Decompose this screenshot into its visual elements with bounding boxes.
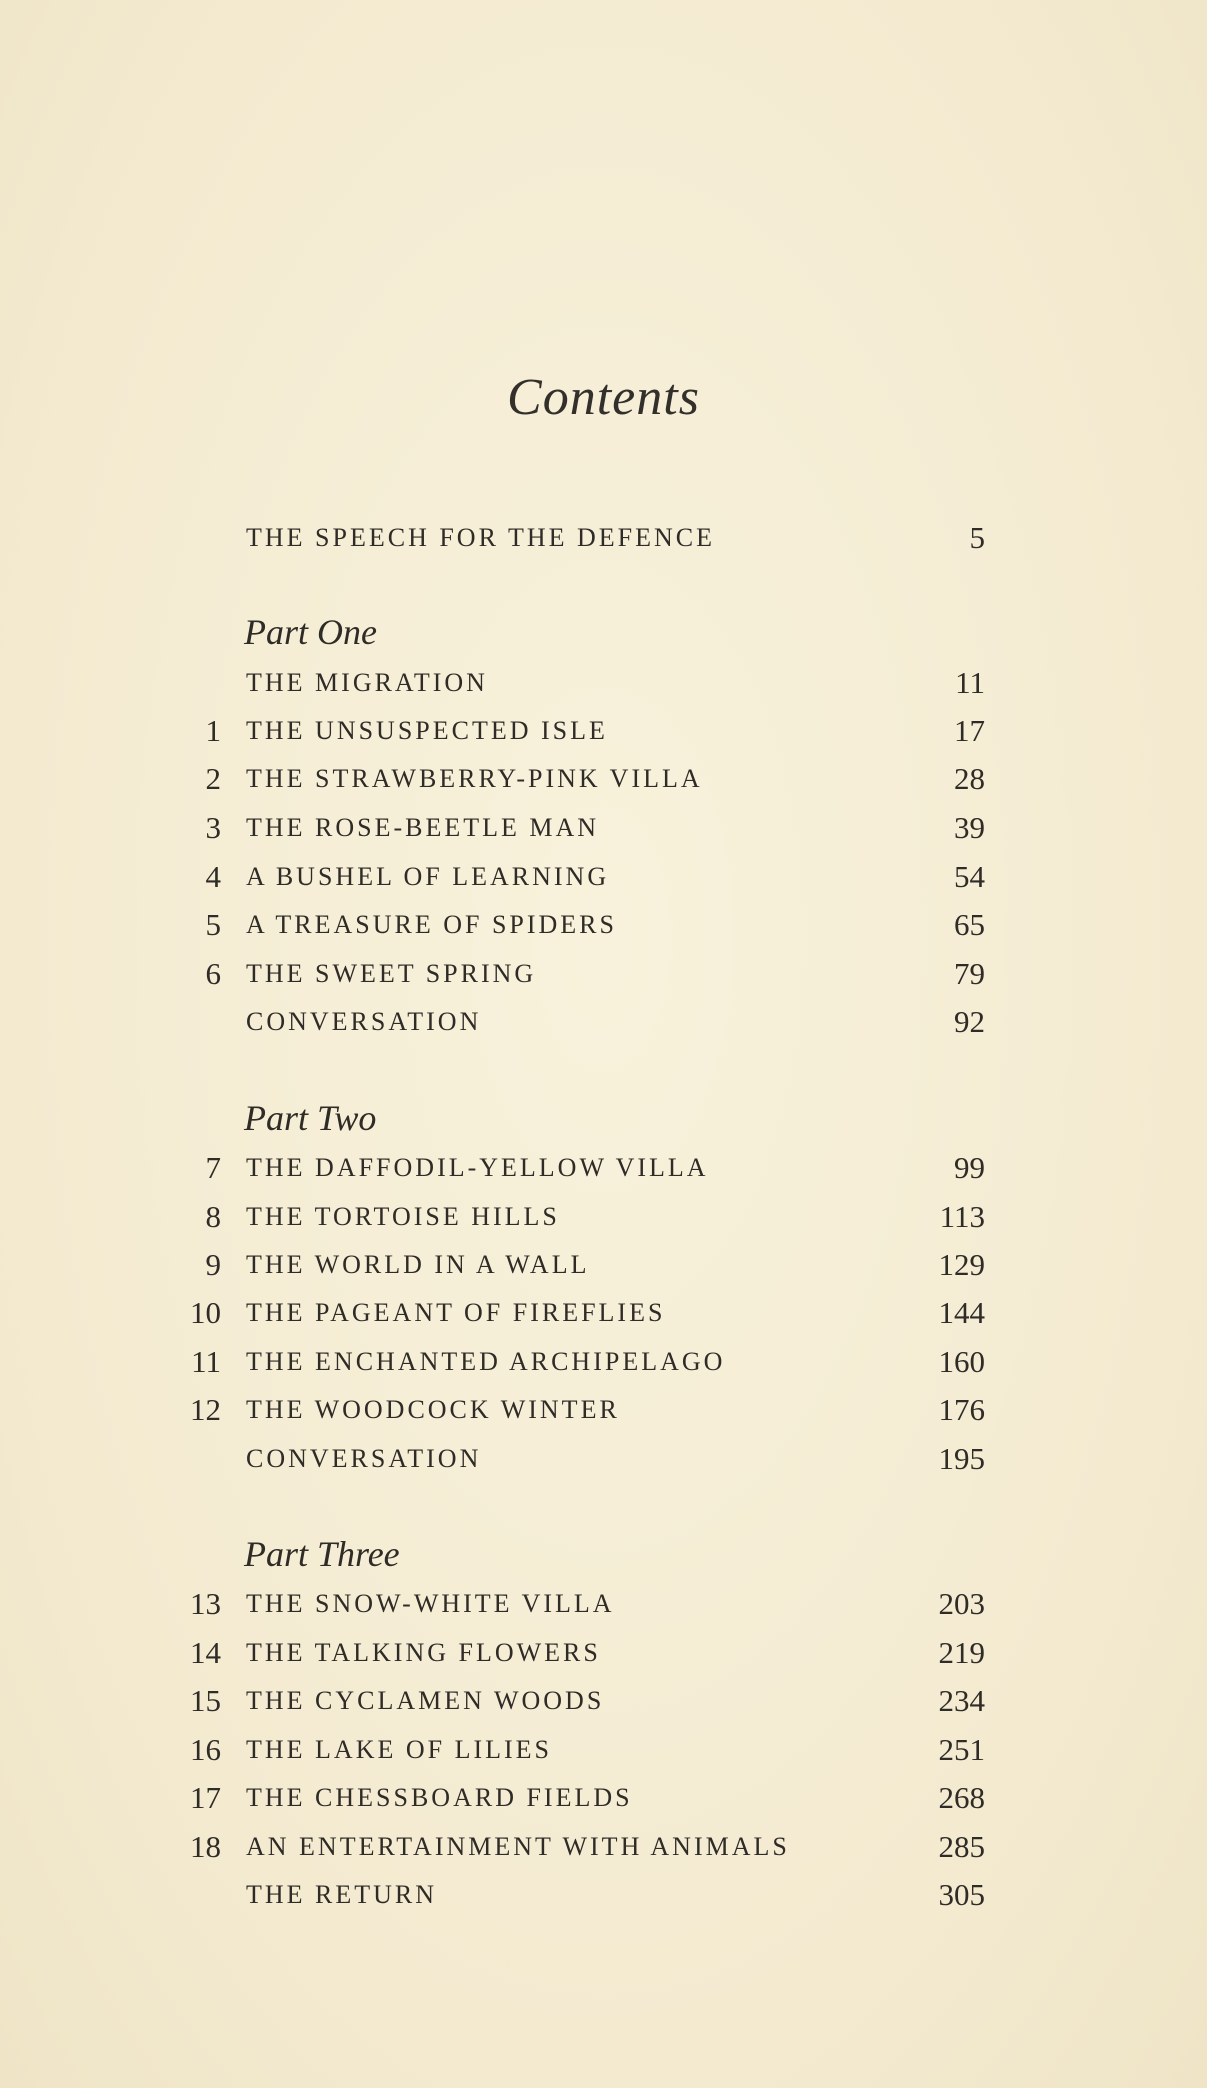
toc-page-number: 160 (938, 1344, 985, 1379)
toc-page-number: 305 (938, 1877, 985, 1912)
toc-page-number: 176 (938, 1392, 985, 1427)
toc-row[interactable] (0, 757, 1207, 801)
toc-page-number: 99 (954, 1150, 985, 1185)
toc-page-number: 39 (954, 810, 985, 845)
toc-row[interactable] (0, 952, 1207, 996)
chapter-number: 7 (205, 1150, 221, 1185)
toc-row[interactable] (0, 1437, 1207, 1481)
toc-entry-title: CONVERSATION (246, 1444, 482, 1473)
chapter-number: 4 (205, 859, 221, 894)
chapter-number: 15 (190, 1683, 221, 1718)
chapter-number: 10 (190, 1295, 221, 1330)
contents-title: Contents (507, 369, 700, 426)
toc-row[interactable] (0, 1388, 1207, 1432)
toc-entry-title: THE ROSE-BEETLE MAN (246, 813, 600, 842)
chapter-number: 13 (190, 1586, 221, 1621)
toc-entry-title: THE TALKING FLOWERS (246, 1638, 601, 1667)
toc-page-number: 234 (938, 1683, 985, 1718)
toc-entry-title: THE WOODCOCK WINTER (246, 1395, 620, 1424)
toc-entry-title: THE CHESSBOARD FIELDS (246, 1783, 633, 1812)
chapter-number: 17 (190, 1780, 221, 1815)
toc-entry-title: THE DAFFODIL-YELLOW VILLA (246, 1153, 709, 1182)
toc-entry-title: THE PAGEANT OF FIREFLIES (246, 1298, 666, 1327)
chapter-number: 8 (205, 1199, 221, 1234)
toc-entry-title: THE STRAWBERRY-PINK VILLA (246, 764, 703, 793)
toc-page-number: 11 (955, 665, 985, 700)
toc-entry-title: THE UNSUSPECTED ISLE (246, 716, 608, 745)
toc-row[interactable] (0, 1679, 1207, 1723)
toc-page-number: 65 (954, 907, 985, 942)
toc-row[interactable] (0, 1728, 1207, 1772)
toc-page-number: 113 (939, 1199, 985, 1234)
toc-row[interactable] (0, 1243, 1207, 1287)
toc-row[interactable] (0, 1825, 1207, 1869)
toc-row[interactable] (0, 1000, 1207, 1044)
toc-entry-title: THE MIGRATION (246, 668, 488, 697)
toc-entry-title: CONVERSATION (246, 1007, 482, 1036)
toc-page-number: 285 (938, 1829, 985, 1864)
part-heading-three: Part Three (244, 1534, 400, 1574)
toc-row[interactable] (0, 903, 1207, 947)
toc-page-number: 17 (954, 713, 985, 748)
toc-row[interactable] (0, 1582, 1207, 1626)
toc-row[interactable] (0, 661, 1207, 705)
toc-row[interactable] (0, 1631, 1207, 1675)
part-heading-one: Part One (244, 612, 377, 652)
toc-row[interactable] (0, 1146, 1207, 1190)
chapter-number: 18 (190, 1829, 221, 1864)
toc-page-number: 203 (938, 1586, 985, 1621)
toc-row[interactable] (0, 855, 1207, 899)
toc-page-number: 5 (969, 520, 985, 555)
toc-row[interactable] (0, 1195, 1207, 1239)
toc-page-number: 195 (938, 1441, 985, 1476)
toc-entry-title: THE ENCHANTED ARCHIPELAGO (246, 1347, 726, 1376)
toc-entry-title: THE CYCLAMEN WOODS (246, 1686, 605, 1715)
chapter-number: 11 (191, 1344, 221, 1379)
toc-row[interactable] (0, 1291, 1207, 1335)
part-heading-two: Part Two (244, 1098, 377, 1138)
chapter-number: 5 (205, 907, 221, 942)
chapter-number: 3 (205, 810, 221, 845)
toc-entry-title: A TREASURE OF SPIDERS (246, 910, 617, 939)
toc-entry-title: A BUSHEL OF LEARNING (246, 862, 610, 891)
chapter-number: 1 (205, 713, 221, 748)
toc-entry-title: THE SWEET SPRING (246, 959, 537, 988)
toc-page-number: 54 (954, 859, 985, 894)
chapter-number: 12 (190, 1392, 221, 1427)
toc-page-number: 219 (938, 1635, 985, 1670)
toc-row[interactable] (0, 1873, 1207, 1917)
toc-entry-title: THE WORLD IN A WALL (246, 1250, 590, 1279)
chapter-number: 16 (190, 1732, 221, 1767)
toc-row[interactable] (0, 806, 1207, 850)
toc-row[interactable] (0, 1776, 1207, 1820)
chapter-number: 6 (205, 956, 221, 991)
toc-entry-title: AN ENTERTAINMENT WITH ANIMALS (246, 1832, 790, 1861)
toc-row[interactable] (0, 709, 1207, 753)
chapter-number: 2 (205, 761, 221, 796)
toc-row[interactable] (0, 1340, 1207, 1384)
toc-entry-title: THE RETURN (246, 1880, 438, 1909)
chapter-number: 9 (205, 1247, 221, 1282)
toc-page-number: 129 (938, 1247, 985, 1282)
toc-page-number: 251 (938, 1732, 985, 1767)
toc-page-number: 92 (954, 1004, 985, 1039)
toc-page-number: 144 (938, 1295, 985, 1330)
chapter-number: 14 (190, 1635, 221, 1670)
toc-page-number: 79 (954, 956, 985, 991)
toc-page-number: 28 (954, 761, 985, 796)
toc-entry-title: THE LAKE OF LILIES (246, 1735, 553, 1764)
toc-entry-title: THE TORTOISE HILLS (246, 1202, 560, 1231)
toc-entry-title: THE SPEECH FOR THE DEFENCE (246, 523, 715, 552)
toc-row-preface[interactable] (0, 516, 1207, 560)
toc-entry-title: THE SNOW-WHITE VILLA (246, 1589, 615, 1618)
toc-page-number: 268 (938, 1780, 985, 1815)
